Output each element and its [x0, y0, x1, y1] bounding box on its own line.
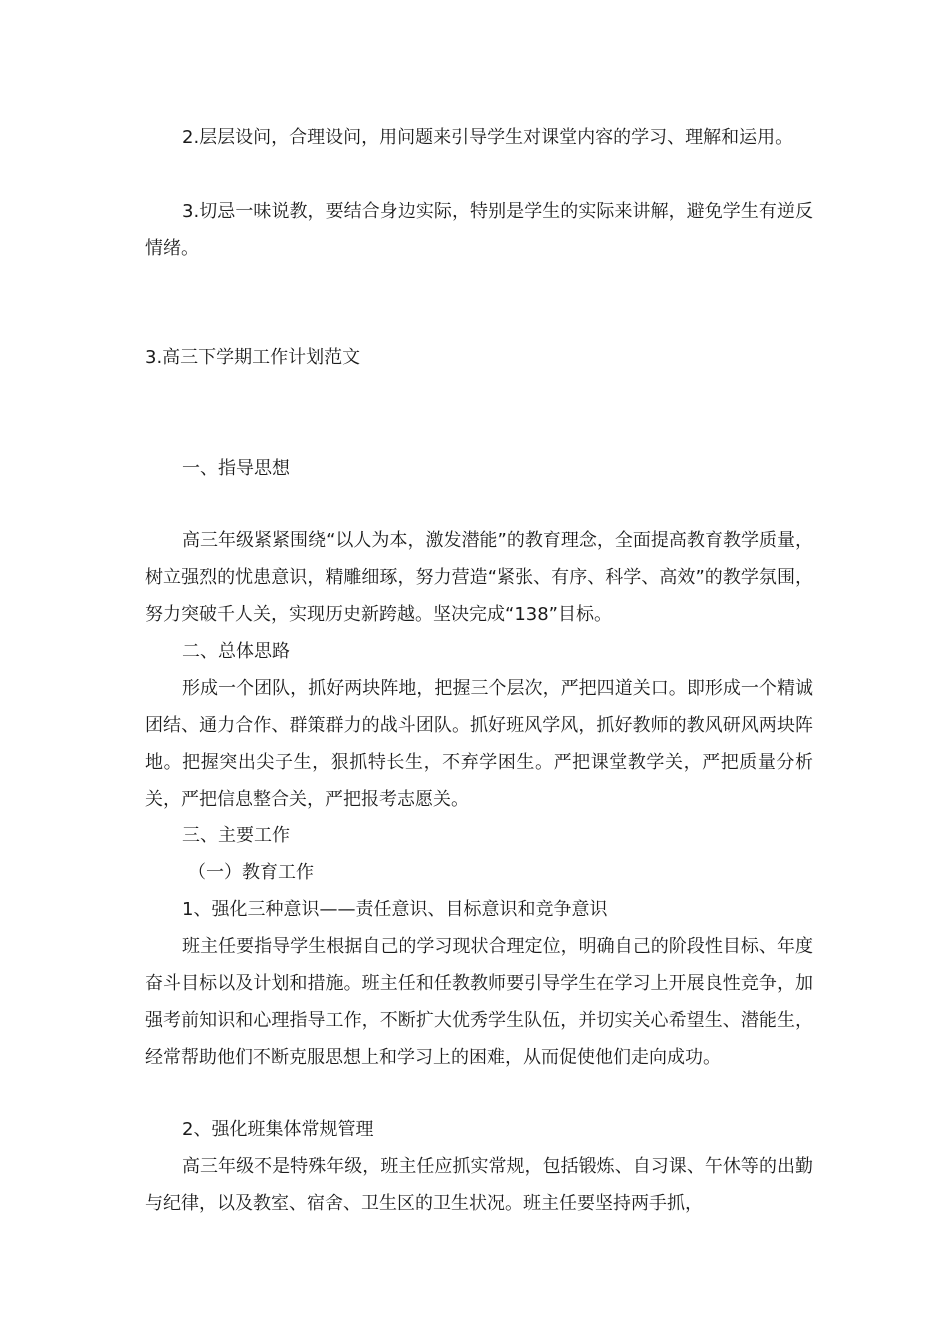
- paragraph-guiding-ideology: 高三年级紧紧围绕“以人为本，激发潜能”的教育理念，全面提高教育教学质量，树立强烈的忧患意识，精雕细琢，努力营造“紧张、有序、科学、高效”的教学氛围，努力突破千人关，实现历史新跨越。坚决完成“138”目标。: [145, 530, 813, 625]
- heading-main-work: 三、主要工作: [182, 825, 290, 846]
- paragraph-questioning: 2.层层设问，合理设问，用问题来引导学生对课堂内容的学习、理解和运用。: [182, 127, 794, 148]
- section-title: 3.高三下学期工作计划范文: [145, 347, 361, 368]
- heading-guiding-ideology: 一、指导思想: [182, 458, 290, 479]
- paragraph-class-management: 高三年级不是特殊年级，班主任应抓实常规，包括锻炼、自习课、午休等的出勤与纪律，以及教室、宿舍、卫生区的卫生状况。班主任要坚持两手抓，: [145, 1156, 813, 1214]
- heading-overall-approach: 二、总体思路: [182, 641, 290, 662]
- paragraph-no-preaching: 3.切忌一味说教，要结合身边实际，特别是学生的实际来讲解，避免学生有逆反情绪。: [145, 201, 813, 259]
- heading-education-work: （一）教育工作: [188, 862, 314, 883]
- paragraph-overall-approach: 形成一个团队，抓好两块阵地，把握三个层次，严把四道关口。即形成一个精诚团结、通力合作、群策群力的战斗团队。抓好班风学风，抓好教师的教风研风两块阵地。把握突出尖子生，狠抓特长生，不弃学困生。严把课堂教学关，严把质量分析关，严把信息整合关，严把报考志愿关。: [145, 678, 813, 810]
- paragraph-three-awareness: 班主任要指导学生根据自己的学习现状合理定位，明确自己的阶段性目标、年度奋斗目标以及计划和措施。班主任和任教教师要引导学生在学习上开展良性竞争，加强考前知识和心理指导工作，不断扩大优秀学生队伍，并切实关心希望生、潜能生，经常帮助他们不断克服思想上和学习上的困难，从而促使他们走向成功。: [145, 936, 813, 1068]
- heading-class-management: 2、强化班集体常规管理: [182, 1119, 374, 1140]
- heading-three-awareness: 1、强化三种意识——责任意识、目标意识和竞争意识: [182, 899, 608, 920]
